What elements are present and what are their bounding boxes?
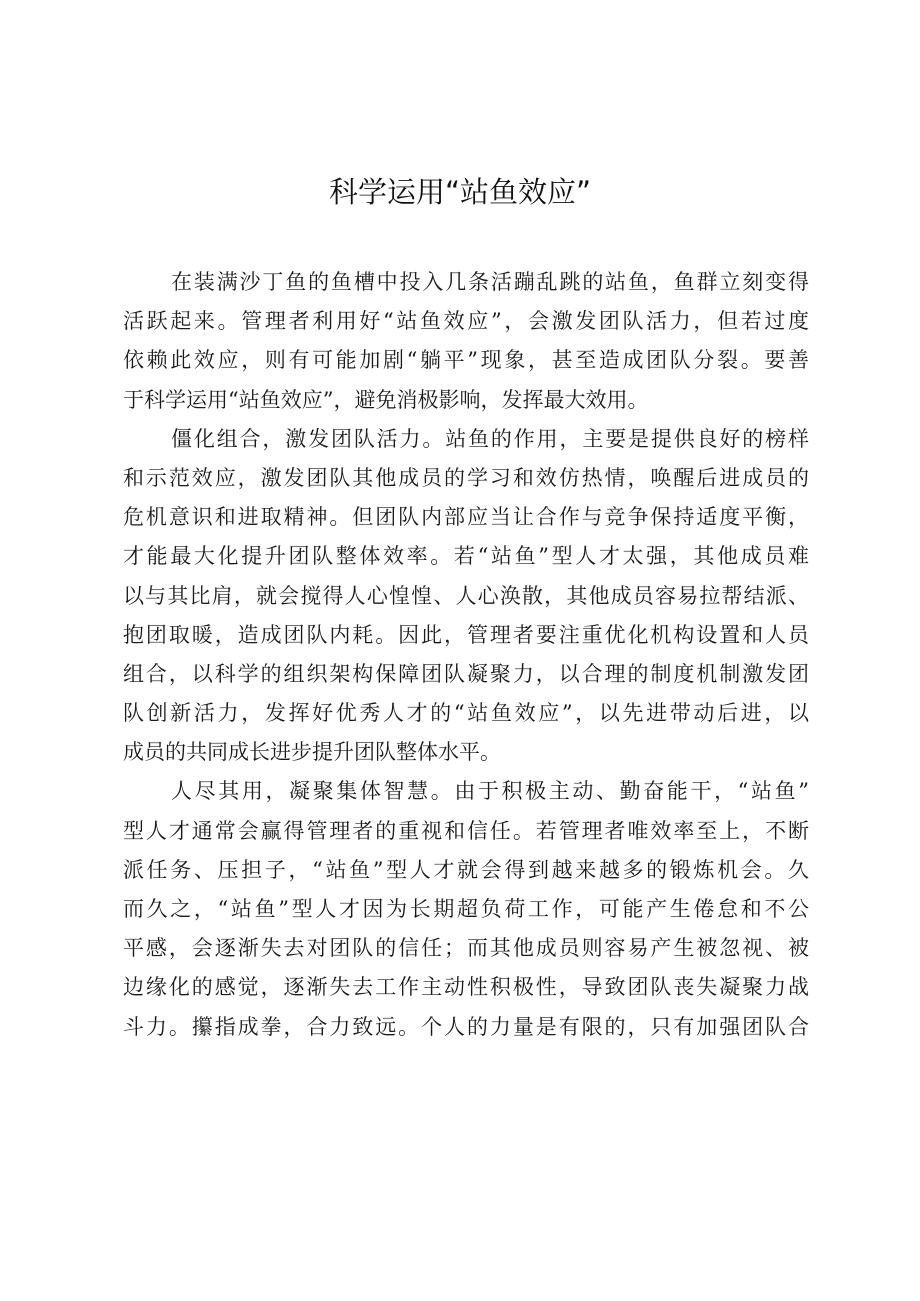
paragraph-3-line-3: 派任务、压担子，“站鱼”型人才就会得到越来越多的锻炼机会。久 bbox=[123, 857, 809, 882]
paragraph-1-line-1: 在装满沙丁鱼的鱼槽中投入几条活蹦乱跳的站鱼，鱼群立刻变得 bbox=[171, 270, 809, 294]
page-title: 科学运用“站鱼效应” bbox=[328, 175, 592, 209]
paragraph-3-line-7: 斗力。攥指成拳，合力致远。个人的力量是有限的，只有加强团队合 bbox=[123, 1014, 809, 1039]
article-body bbox=[123, 263, 809, 1047]
paragraph-2-line-9: 成员的共同成长进步提升团队整体水平。 bbox=[123, 740, 501, 765]
paragraph-2-line-3: 危机意识和进取精神。但团队内部应当让合作与竞争保持适度平衡， bbox=[123, 505, 809, 530]
paragraph-2-line-5: 以与其比肩，就会搅得人心惶惶、人心涣散，其他成员容易拉帮结派、 bbox=[123, 583, 809, 608]
paragraph-3-line-2: 型人才通常会赢得管理者的重视和信任。若管理者唯效率至上，不断 bbox=[123, 818, 809, 843]
paragraph-2-line-4: 才能最大化提升团队整体效率。若“站鱼”型人才太强，其他成员难 bbox=[123, 544, 809, 569]
paragraph-2-line-8: 队创新活力，发挥好优秀人才的“站鱼效应”，以先进带动后进，以 bbox=[123, 701, 809, 726]
paragraph-2-line-2: 和示范效应，激发团队其他成员的学习和效仿热情，唤醒后进成员的 bbox=[123, 465, 809, 490]
paragraph-2-line-7: 组合，以科学的组织架构保障团队凝聚力，以合理的制度机制激发团 bbox=[123, 661, 809, 686]
paragraph-1-line-4: 于科学运用“站鱼效应”，避免消极影响，发挥最大效用。 bbox=[123, 387, 649, 412]
paragraph-3-line-1: 人尽其用，凝聚集体智慧。由于积极主动、勤奋能干，“站鱼” bbox=[171, 779, 809, 804]
paragraph-3-line-4: 而久之，“站鱼”型人才因为长期超负荷工作，可能产生倦怠和不公 bbox=[123, 897, 809, 921]
paragraph-1-line-2: 活跃起来。管理者利用好“站鱼效应”，会激发团队活力，但若过度 bbox=[123, 309, 809, 334]
paragraph-3-line-5: 平感，会逐渐失去对团队的信任；而其他成员则容易产生被忽视、被 bbox=[123, 936, 809, 961]
paragraph-2-line-6: 抱团取暖，造成团队内耗。因此，管理者要注重优化机构设置和人员 bbox=[123, 622, 809, 647]
paragraph-3-line-6: 边缘化的感觉，逐渐失去工作主动性积极性，导致团队丧失凝聚力战 bbox=[123, 975, 809, 1000]
paragraph-1-line-3: 依赖此效应，则有可能加剧“躺平”现象，甚至造成团队分裂。要善 bbox=[123, 348, 809, 373]
paragraph-2-line-1: 僵化组合，激发团队活力。站鱼的作用，主要是提供良好的榜样 bbox=[171, 426, 809, 451]
